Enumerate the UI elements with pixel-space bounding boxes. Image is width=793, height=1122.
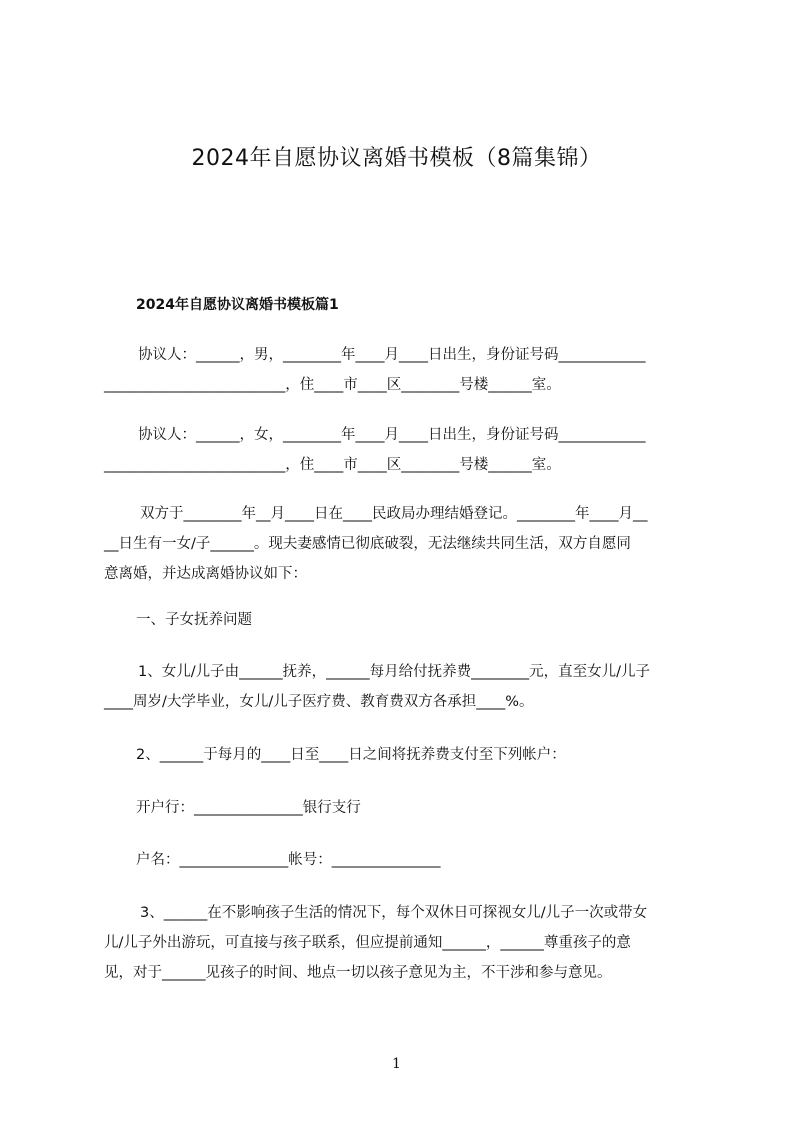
paragraph-line: 一、子女抚养问题	[136, 612, 252, 628]
party-female-paragraph	[104, 420, 704, 480]
paragraph-line: 3、______在不影响孩子生活的情况下，每个双休日可探视女儿/儿子一次或带女	[140, 905, 648, 921]
paragraph-line: 见，对于______见孩子的时间、地点一切以孩子意见为主，不干涉和参与意见。	[104, 965, 612, 981]
item-2-paragraph	[104, 740, 704, 770]
paragraph-line: 意离婚，并达成离婚协议如下：	[104, 566, 307, 582]
paragraph-line: 户名：_______________帐号：_______________	[136, 852, 441, 868]
paragraph-line: 双方于________年__月____日在____民政局办理结婚登记。________年____月__	[140, 506, 648, 522]
paragraph-line: 1、女儿/儿子由______抚养，______每月给付抚养费________元，直至女儿/儿子	[138, 664, 650, 680]
paragraph-line: _________________________，住____市____区________号楼______室。	[104, 377, 561, 393]
bank-line	[104, 793, 704, 823]
item-3-paragraph	[104, 898, 704, 988]
document-title: 2024年自愿协议离婚书模板（8篇集锦）	[191, 146, 602, 171]
item-1-paragraph	[104, 657, 704, 717]
section-heading: 2024年自愿协议离婚书模板篇1	[136, 297, 339, 313]
paragraph-line: 儿/儿子外出游玩，可直接与孩子联系，但应提前通知______，______尊重孩子的意	[104, 935, 631, 951]
child-support-heading	[104, 605, 704, 635]
paragraph-line: 2、______于每月的____日至____日之间将抚养费支付至下列帐户：	[136, 747, 566, 763]
marriage-info-paragraph	[104, 499, 704, 589]
page-number: 1	[392, 1056, 401, 1072]
party-male-paragraph	[104, 340, 704, 400]
paragraph-line: 协议人：______，男，________年____月____日出生，身份证号码____________	[138, 347, 646, 363]
paragraph-line: 开户行：_______________银行支行	[136, 800, 361, 816]
paragraph-line: ____周岁/大学毕业，女儿/儿子医疗费、教育费双方各承担____%。	[104, 694, 534, 710]
paragraph-line: 协议人：______，女，________年____月____日出生，身份证号码____________	[138, 427, 646, 443]
account-line	[104, 845, 704, 875]
paragraph-line: __日生有一女/子______。现夫妻感情已彻底破裂，无法继续共同生活，双方自愿同	[104, 536, 631, 552]
paragraph-line: _________________________，住____市____区________号楼______室。	[104, 457, 561, 473]
